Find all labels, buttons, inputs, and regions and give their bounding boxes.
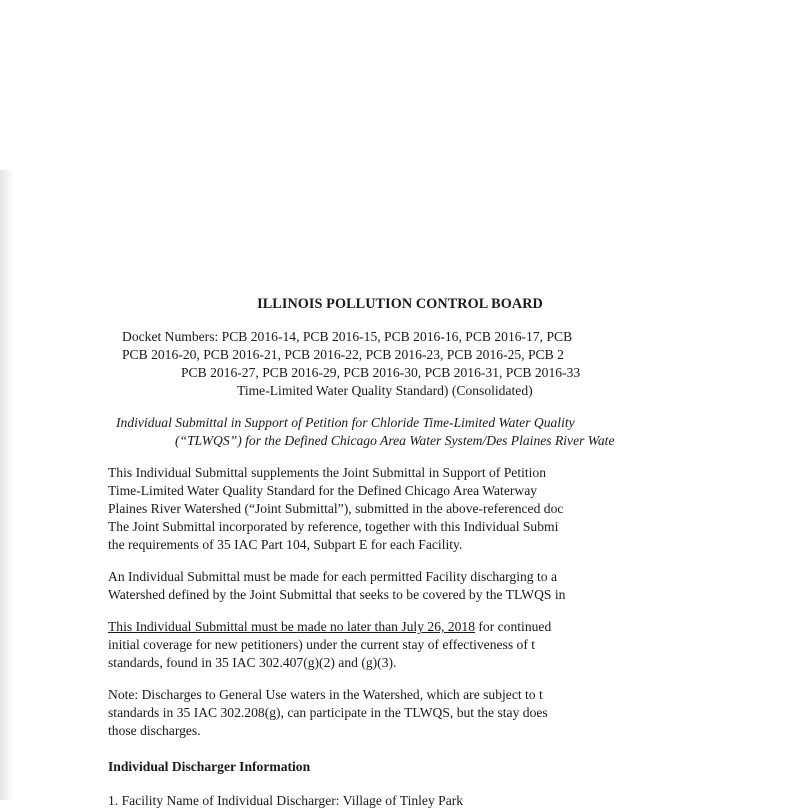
document-title: ILLINOIS POLLUTION CONTROL BOARD: [257, 296, 543, 312]
para3-line-1: [108, 618, 551, 635]
para2-line-2: Watershed defined by the Joint Submittal that seeks to be covered by the TLWQS in: [108, 587, 566, 602]
para2-line-1: An Individual Submittal must be made for each permitted Facility discharging to a: [108, 569, 557, 584]
para1-line-5: the requirements of 35 IAC Part 104, Subpart E for each Facility.: [108, 537, 463, 552]
docket-line-3: PCB 2016-27, PCB 2016-29, PCB 2016-30, PCB 2016-31, PCB 2016-33: [181, 365, 581, 380]
para1-line-4: The Joint Submittal incorporated by reference, together with this Individual Submi: [108, 519, 559, 534]
docket-line-1: Docket Numbers: PCB 2016-14, PCB 2016-15, PCB 2016-16, PCB 2016-17, PCB: [122, 329, 573, 344]
item-1: 1. Facility Name of Individual Discharger: Village of Tinley Park: [108, 793, 464, 808]
deadline-text: This Individual Submittal must be made no later than July 26, 2018: [108, 619, 475, 634]
para4-line-1: Note: Discharges to General Use waters in the Watershed, which are subject to t: [108, 687, 543, 702]
docket-line-2: PCB 2016-20, PCB 2016-21, PCB 2016-22, PCB 2016-23, PCB 2016-25, PCB 2: [122, 347, 564, 362]
subtitle-line-2: (“TLWQS”) for the Defined Chicago Area Water System/Des Plaines River Wate: [175, 433, 615, 448]
para3-line-2: initial coverage for new petitioners) under the current stay of effectiveness of t: [108, 637, 536, 652]
para1-line-2: Time-Limited Water Quality Standard for the Defined Chicago Area Waterway: [108, 483, 538, 498]
para1-line-3: Plaines River Watershed (“Joint Submittal”), submitted in the above-referenced doc: [108, 501, 564, 516]
para3-line-1-rest: for continued: [475, 619, 552, 634]
para4-line-3: those discharges.: [108, 723, 201, 738]
subtitle-line-1: Individual Submittal in Support of Petition for Chloride Time-Limited Water Quality: [116, 415, 575, 430]
para4-line-2: standards in 35 IAC 302.208(g), can participate in the TLWQS, but the stay does: [108, 705, 548, 720]
docket-line-4: Time-Limited Water Quality Standard) (Consolidated): [237, 383, 533, 398]
para3-line-3: standards, found in 35 IAC 302.407(g)(2) and (g)(3).: [108, 655, 397, 670]
para1-line-1: This Individual Submittal supplements the Joint Submittal in Support of Petition: [108, 465, 547, 480]
section-heading: Individual Discharger Information: [108, 759, 311, 774]
